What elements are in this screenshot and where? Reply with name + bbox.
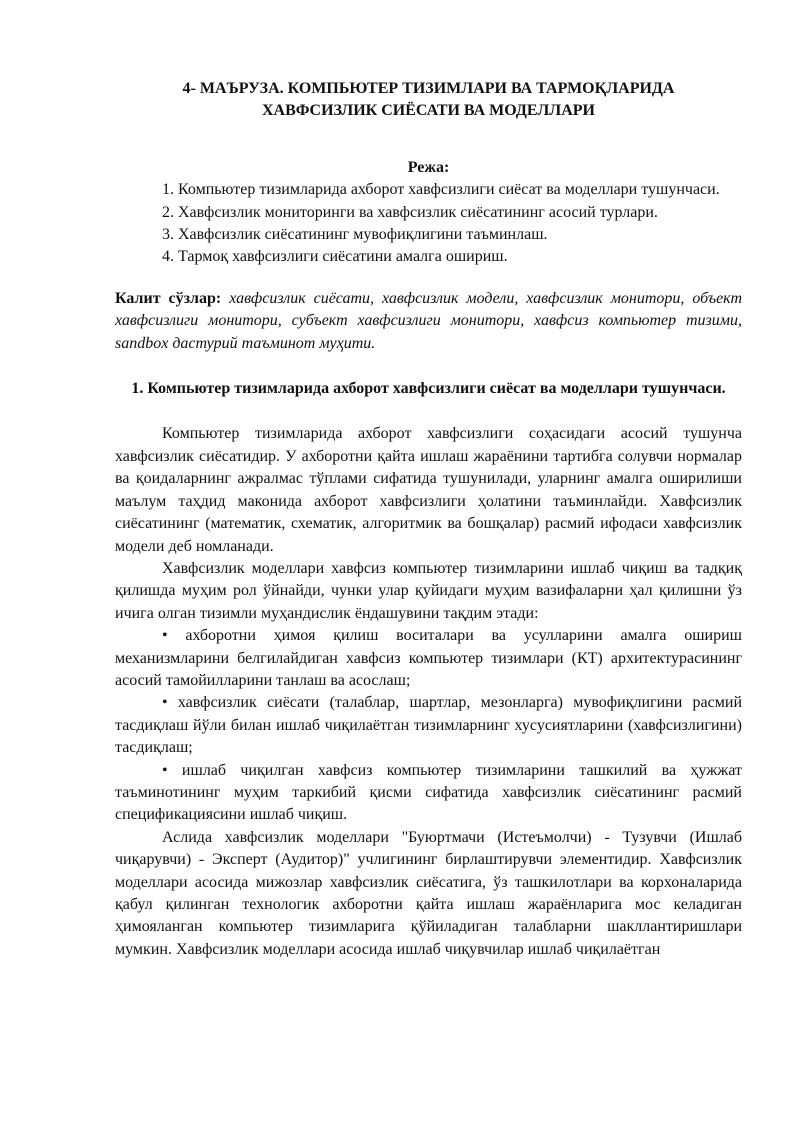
plan-heading: Режа: <box>407 158 450 176</box>
section-1-body <box>115 423 742 961</box>
document-page <box>115 78 742 961</box>
plan-item-4: 4. Тармоқ хавфсизлиги сиёсатини амалга ошириш. <box>162 248 508 266</box>
keywords-text: хавфсизлик сиёсати, хавфсизлик модели, хавфсизлик монитори, объект хавфсизлиги монитори, субъект хавфсизлиги монитори, хавфсиз компьютер тизими, sandbox дастурий таъминот муҳити. <box>115 289 743 352</box>
keywords-paragraph <box>115 288 742 355</box>
paragraph-3: Аслида хавфсизлик моделлари "Буюртмачи (Истеъмолчи) - Тузувчи (Ишлаб чиқарувчи) - Эксперт (Аудитор)" учлигининг бирлаштирувчи элементидир. Хавфсизлик моделлари асосида мижозлар хавфсизлик сиёсатига, ўз ташкилотлари ва корхоналарида қабул қилинган технологик ахборотни қайта ишлаш жараёнларига мос келадиган ҳимояланган компьютер тизимларига қўйиладиган талабларни шакллантиришлари мумкин. Хавфсизлик моделлари асосида ишлаб чиқувчилар ишлаб чиқилаётган <box>115 828 742 958</box>
paragraph-1: Компьютер тизимларида ахборот хавфсизлиги соҳасидаги асосий тушунча хавфсизлик сиёсатидир. У ахборотни қайта ишлаш жараёнини тартибга солувчи нормалар ва қоидаларнинг ажралмас тўплами сифатида тушунилади, уларнинг амалга оширилиши маълум таҳдид маконида ахборот хавфсизлиги ҳолатини таъминлайди. Хавфсизлик сиёсатининг (математик, схематик, алгоритмик ва бошқалар) расмий ифодаси хавфсизлик модели деб номланади. <box>115 425 742 555</box>
paragraph-2: Хавфсизлик моделлари хавфсиз компьютер тизимларини ишлаб чиқиш ва тадқиқ қилишда муҳим рол ўйнайди, чунки улар қуйидаги муҳим вазифаларни ҳал қилишни ўз ичига олган тизимли муҳандислик ёндашувини тақдим этади: <box>115 559 742 622</box>
section-1-heading: 1. Компьютер тизимларида ахборот хавфсизлиги сиёсат ва моделлари тушунчаси. <box>131 380 726 398</box>
plan-item-1: 1. Компьютер тизимларида ахборот хавфсизлиги сиёсат ва моделлари тушунчаси. <box>162 181 720 199</box>
plan-item-3: 3. Хавфсизлик сиёсатининг мувофиқлигини таъминлаш. <box>162 226 548 244</box>
plan-list <box>115 179 742 269</box>
bullet-paragraph-3: • ишлаб чиқилган хавфсиз компьютер тизимларини ташкилий ва ҳужжат таъминотининг муҳим таркибий қисми сифатида хавфсизлик сиёсатининг расмий спецификациясини ишлаб чиқиш. <box>115 761 742 824</box>
bullet-paragraph-2: • хавфсизлик сиёсати (талаблар, шартлар, мезонларга) мувофиқлигини расмий тасдиқлаш йўли билан ишлаб чиқилаётган тизимларнинг хусусиятларини (хавфсизлигини) тасдиқлаш; <box>115 694 742 757</box>
bullet-paragraph-1: • ахборотни ҳимоя қилиш воситалари ва усулларини амалга ошириш механизмларини белгилайдиган хавфсиз компьютер тизимлари (КТ) архитектурасининг асосий тамойилларини танлаш ва асослаш; <box>115 627 742 689</box>
plan-item-2: 2. Хавфсизлик мониторинги ва хавфсизлик сиёсатининг асосий турлари. <box>162 203 658 221</box>
keywords-label: Калит сўзлар: <box>115 289 222 307</box>
lecture-title-line-2: ХАВФСИЗЛИК СИЁСАТИ ВА МОДЕЛЛАРИ <box>262 102 595 120</box>
lecture-title <box>115 78 742 123</box>
lecture-title-line-1: 4- МАЪРУЗА. КОМПЬЮТЕР ТИЗИМЛАРИ ВА ТАРМОҚЛАРИДА <box>182 80 675 97</box>
